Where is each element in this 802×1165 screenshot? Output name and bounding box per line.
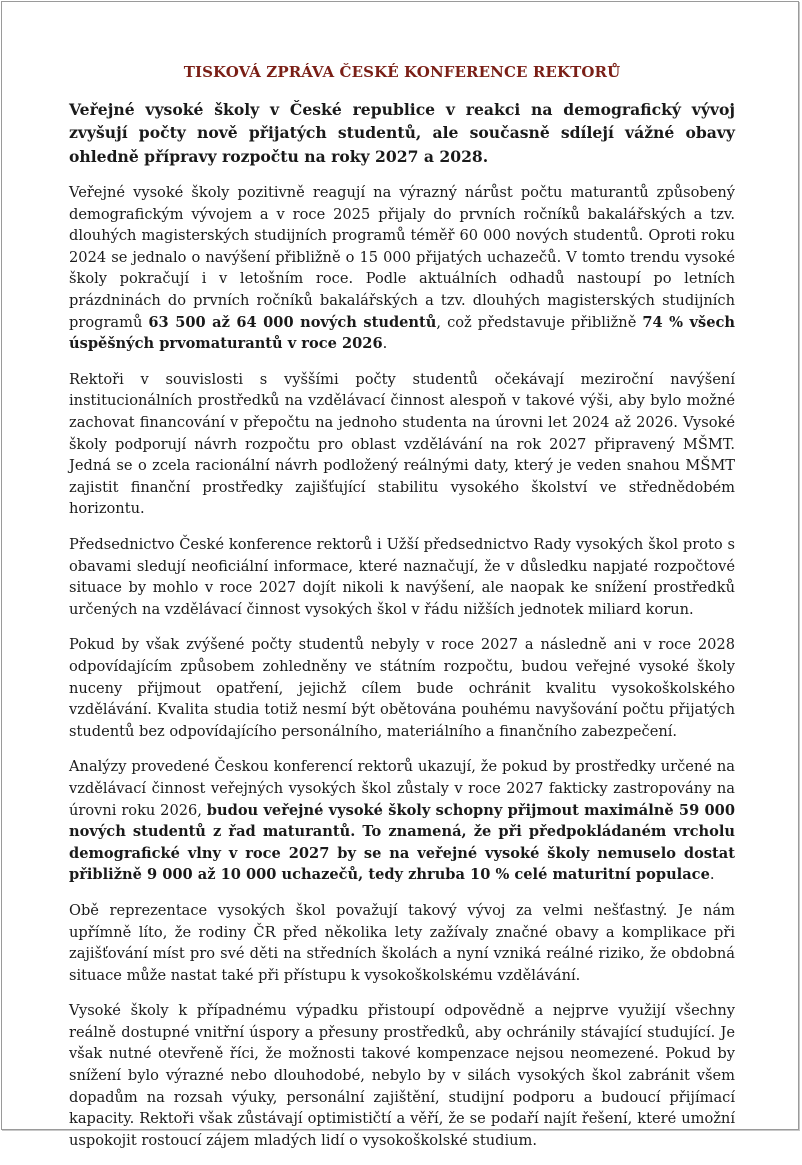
body-paragraph xyxy=(69,369,735,520)
text-run: Pokud by však zvýšené počty studentů nebyly v roce 2027 a následně ani v roce 2028 odpovídajícím způsobem zohledněny ve státním rozpočtu, budou veřejné vysoké školy nuceny přijmout opatření, jejichž cílem bude ochránit kvalitu vysokoškolského vzdělávání. Kvalita studia totiž nesmí být obětována pouhému navyšování počtu přijatých studentů bez odpovídajícího personálního, materiálního a finančního zabezpečení. xyxy=(69,636,735,740)
document-title: TISKOVÁ ZPRÁVA ČESKÉ KONFERENCE REKTORŮ xyxy=(183,63,621,81)
text-run: Vysoké školy k případnému výpadku přistoupí odpovědně a nejprve využijí všechny reálně dostupné vnitřní úspory a přesuny prostředků, aby ochránily stávající studující. Je však nutné otevřeně říci, že možnosti takové kompenzace nejsou neomezené. Pokud by snížení bylo výrazné nebo dlouhodobé, nebylo by v silách vysokých škol zabránit všem dopadům na rozsah výuky, personální zajištění, studijní podporu a budoucí přijímací kapacity. Rektoři však zůstávají optimističtí a věří, že se podaří najít řešení, které umožní uspokojit rostoucí zájem mladých lidí o vysokoškolské studium. xyxy=(69,1002,735,1149)
text-run: Předsednictvo České konference rektorů i Užší předsednictvo Rady vysokých škol proto s obavami sledují neoficiální informace, které naznačují, že v důsledku napjaté rozpočtové situace by mohlo v roce 2027 dojít nikoli k navýšení, ale naopak ke snížení prostředků určených na vzdělávací činnost vysokých škol v řádu nižších jednotek miliard korun. xyxy=(69,536,735,618)
bold-text-run: budou veřejné vysoké školy schopny přijmout maximálně 59 000 nových studentů z řad maturantů. To znamená, že při předpokládaném vrcholu demografické vlny v roce 2027 by se na veřejné vysoké školy nemuselo dostat přibližně 9 000 až 10 000 uchazečů, tedy zhruba 10 % celé maturitní populace xyxy=(69,801,735,884)
text-run: . xyxy=(709,866,715,884)
bold-text-run: 74 % všech úspěšných prvomaturantů v roce 2026 xyxy=(69,313,735,353)
body-paragraphs xyxy=(69,182,735,1151)
body-paragraph xyxy=(69,182,735,355)
text-run: , což představuje přibližně xyxy=(436,313,643,331)
text-run: Rektoři v souvislosti s vyššími počty studentů očekávají meziroční navýšení institucionálních prostředků na vzdělávací činnost alespoň v takové výši, aby bylo možné zachovat financování v přepočtu na jednoho studenta na úrovni let 2024 až 2026. Vysoké školy podporují návrh rozpočtu pro oblast vzdělávání na rok 2027 připravený MŠMT. Jedná se o zcela racionální návrh podložený reálnými daty, který je veden snahou MŠMT zajistit finanční prostředky zajišťující stabilitu vysokého školství ve střednědobém horizontu. xyxy=(69,370,735,518)
body-paragraph xyxy=(69,900,735,986)
text-run: Veřejné vysoké školy pozitivně reagují na výrazný nárůst počtu maturantů způsobený demografickým vývojem a v roce 2025 přijaly do prvních ročníků bakalářských a tzv. dlouhých magisterských studijních programů téměř 60 000 nových studentů. Oproti roku 2024 se jednalo o navýšení přibližně o 15 000 přijatých uchazečů. V tomto trendu vysoké školy pokračují i v letošním roce. Podle aktuálních odhadů nastoupí po letních prázdninách do prvních ročníků bakalářských a tzv. dlouhých magisterských studijních programů xyxy=(69,184,735,331)
body-paragraph xyxy=(69,634,735,742)
lead-paragraph: Veřejné vysoké školy v České republice v reakci na demografický vývoj zvyšují počty nově přijatých studentů, ale současně sdílejí vážné obavy ohledně přípravy rozpočtu na roky 2027 a 2028. xyxy=(69,99,735,166)
document-content xyxy=(69,62,735,1165)
document-page xyxy=(1,1,799,1149)
body-paragraph xyxy=(69,1000,735,1151)
text-run: . xyxy=(382,335,388,353)
body-paragraph xyxy=(69,756,735,886)
text-run: Analýzy provedené Českou konferencí rektorů ukazují, že pokud by prostředky určené na vzdělávací činnost veřejných vysokých škol zůstaly v roce 2027 fakticky zastropovány na úrovni roku 2026, xyxy=(69,758,735,819)
text-run: Obě reprezentace vysokých škol považují takový vývoj za velmi nešťastný. Je nám upřímně líto, že rodiny ČR před několika lety zažívaly značné obavy a komplikace při zajišťování míst pro své děti na středních školách a nyní vzniká reálné riziko, že obdobná situace může nastat také při přístupu k vysokoškolskému vzdělávání. xyxy=(69,901,735,984)
bold-text-run: 63 500 až 64 000 nových studentů xyxy=(148,313,437,331)
body-paragraph xyxy=(69,534,735,620)
